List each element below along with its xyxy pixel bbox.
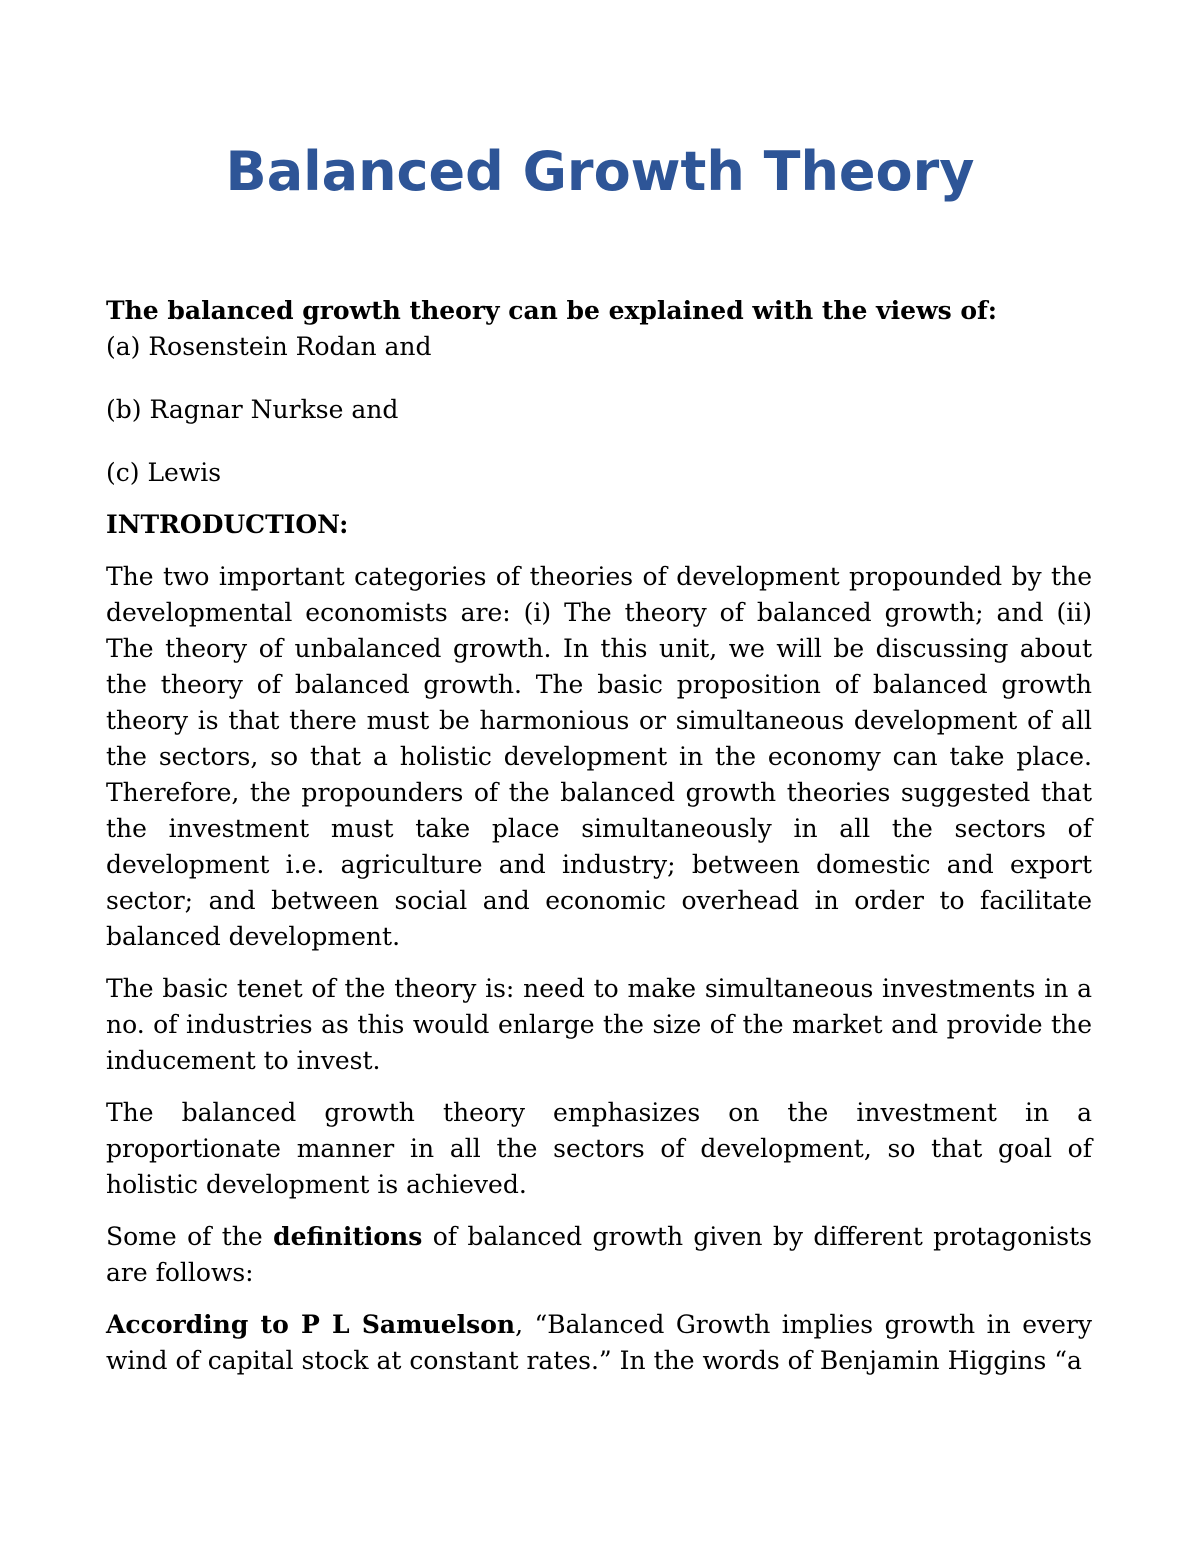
section-heading: INTRODUCTION: <box>106 510 349 539</box>
samuelson-bold: According to P L Samuelson <box>106 1310 516 1339</box>
view-item-b: (b) Ragnar Nurkse and <box>106 395 399 424</box>
document-title: Balanced Growth Theory <box>225 140 975 203</box>
paragraph-intro: The two important categories of theories of development propounded by the developmental economists are: (i) The theory of balanced growth; and (ii) The theory of unbalanced growth. In this unit, we will be discussing about the theory of balanced growth. The basic proposition of balanced growth theory is that there must be harmonious or simultaneous development of all the sectors, so that a holistic development in the economy can take place. Therefore, the propounders of the balanced growth theories suggested that the investment must take place simultaneously in all the sectors of development i.e. agriculture and industry; between domestic and export sector; and between social and economic overhead in order to facilitate balanced development. <box>106 562 1092 951</box>
paragraph-definitions <box>106 1219 1092 1291</box>
document-body <box>106 293 1092 1379</box>
view-item-c: (c) Lewis <box>106 458 222 487</box>
view-item-a: (a) Rosenstein Rodan and <box>106 332 432 361</box>
paragraph-samuelson <box>106 1307 1092 1379</box>
definitions-text-before: Some of the <box>106 1222 274 1251</box>
intro-line: The balanced growth theory can be explained with the views of: <box>106 296 998 325</box>
paragraph-basic-tenet: The basic tenet of the theory is: need to make simultaneous investments in a no. of industries as this would enlarge the size of the market and provide the inducement to invest. <box>106 974 1092 1075</box>
definitions-bold: definitions <box>273 1222 423 1251</box>
paragraph-emphasis: The balanced growth theory emphasizes on the investment in a proportionate manner in all the sectors of development, so that goal of holistic development is achieved. <box>106 1098 1092 1199</box>
samuelson-text: , “Balanced Growth implies growth in every wind of capital stock at constant rates.” In the words of Benjamin Higgins “a <box>106 1310 1092 1375</box>
definitions-text-after: of balanced growth given by different protagonists are follows: <box>106 1222 1092 1287</box>
